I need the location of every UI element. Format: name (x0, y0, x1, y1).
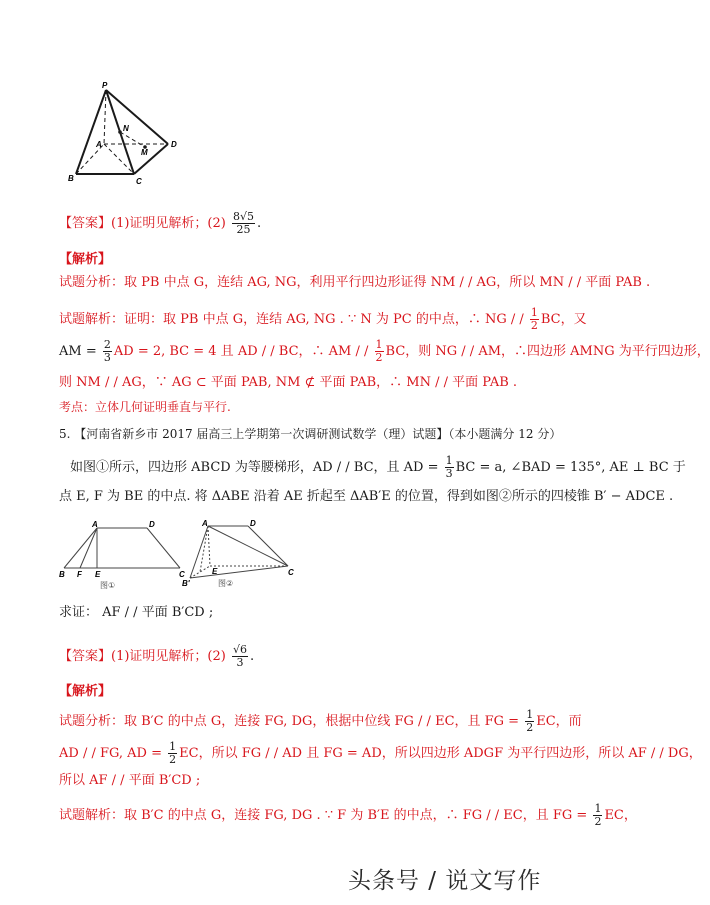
answer-2-numerator: √6 (232, 643, 247, 656)
answer-1-numerator: 8√5 (232, 210, 254, 223)
analysis-2-line-4-a: 试题解析：取 B′C 的中点 G，连接 FG, DG . ∵ F 为 B′E 的中点，∴ FG / / EC，且 FG = (59, 808, 588, 823)
proof-1-line-2-a: AM = (59, 344, 97, 359)
problem-5-prove: 求证： AF / / 平面 B′CD ; (59, 605, 214, 620)
proof-1-line-2-fraction-1 (103, 339, 112, 364)
fig1-label-B: B (59, 570, 65, 579)
problem-5-line-1-b: BC = a, ∠BAD = 135°, AE ⊥ BC 于 (455, 460, 686, 475)
analysis-2-line-1-fraction (525, 709, 534, 734)
fig1-label-A: A (92, 520, 98, 529)
proof-1-line-1-b: BC，又 (540, 312, 587, 327)
answer-1-prefix: 【答案】(1)证明见解析；(2) (59, 216, 226, 231)
frac-num: 1 (375, 338, 383, 351)
proof-1-line-2-c: BC，则 NG / / AM，∴四边形 AMNG 为平行四边形， (385, 344, 710, 359)
frac-num: 2 (103, 338, 111, 351)
label-M: M (141, 148, 148, 157)
label-N: N (123, 124, 129, 133)
frac-den: 2 (530, 319, 538, 332)
analysis-2-line-2-b: EC，所以 FG / / AD 且 FG = AD，所以四边形 ADGF 为平行四边形，所以 AF / / DG， (179, 746, 702, 761)
fig2-label-C: C (288, 568, 294, 577)
fig1-label-E: E (95, 570, 101, 579)
proof-1-line-1 (59, 307, 587, 332)
analysis-2-line-1-b: EC，而 (536, 714, 582, 729)
fig1-label-C: C (179, 570, 185, 579)
kaodian-1: 考点：立体几何证明垂直与平行. (59, 400, 231, 414)
fig1-caption: 图① (100, 581, 116, 590)
proof-1-line-1-fraction (530, 307, 539, 332)
analysis-2-line-4-b: EC， (604, 808, 637, 823)
fig1-label-F: F (77, 570, 82, 579)
proof-1-line-1-a: 试题解析：证明：取 PB 中点 G，连结 AG, NG . ∵ N 为 PC 的中点，∴ NG / / (59, 312, 524, 327)
label-P: P (102, 81, 108, 90)
pyramid-figure (60, 80, 190, 190)
fig2-label-E: E (212, 567, 218, 576)
answer-1-fraction (232, 211, 255, 236)
trapezoid-figure-1 (58, 520, 186, 590)
answer-2-suffix: . (250, 649, 255, 664)
proof-1-line-2-fraction-2 (375, 339, 384, 364)
label-D: D (171, 140, 177, 149)
analysis-2-line-1-a: 试题分析：取 B′C 的中点 G，连接 FG, DG，根据中位线 FG / / EC，且 FG = (59, 714, 520, 729)
analysis-2-line-2-fraction (168, 741, 177, 766)
analysis-2-line-4 (59, 803, 637, 828)
answer-1 (59, 211, 261, 236)
frac-num: 1 (594, 802, 602, 815)
analysis-2-line-1 (59, 709, 582, 734)
problem-5-line-1 (70, 455, 686, 480)
frac-num: 1 (530, 306, 538, 319)
analysis-1-heading: 【解析】 (59, 252, 112, 267)
problem-5-line-2: 点 E, F 为 BE 的中点. 将 ΔABE 沿着 AE 折起至 ΔAB′E 的位置，得到如图②所示的四棱锥 B′ − ADCE . (59, 489, 674, 504)
answer-1-suffix: . (257, 216, 262, 231)
analysis-1-summary: 试题分析：取 PB 中点 G，连结 AG, NG，利用平行四边形证得 NM / / AG，所以 MN / / 平面 PAB . (59, 275, 651, 290)
analysis-2-line-3: 所以 AF / / 平面 B′CD ; (59, 773, 201, 788)
frac-den: 3 (445, 467, 453, 480)
answer-2 (59, 644, 254, 669)
frac-den: 2 (594, 815, 602, 828)
problem-5-header: 5. 【河南省新乡市 2017 届高三上学期第一次调研测试数学（理）试题】（本小题满分 12 分） (59, 427, 562, 441)
problem-5-line-1-fraction (445, 455, 454, 480)
proof-1-line-3: 则 NM / / AG，∵ AG ⊂ 平面 PAB, NM ⊄ 平面 PAB，∴ MN / / 平面 PAB . (59, 375, 518, 390)
proof-1-line-2 (59, 339, 710, 364)
fig1-label-D: D (149, 520, 155, 529)
fig2-label-D: D (250, 519, 256, 528)
answer-2-prefix: 【答案】(1)证明见解析；(2) (59, 649, 226, 664)
frac-den: 2 (169, 753, 177, 766)
frac-den: 3 (103, 351, 111, 364)
frac-num: 1 (169, 740, 177, 753)
problem-5-line-1-a: 如图①所示，四边形 ABCD 为等腰梯形，AD / / BC，且 AD = (70, 460, 439, 475)
frac-den: 2 (375, 351, 383, 364)
answer-1-denominator: 25 (236, 223, 251, 236)
label-A: A (96, 140, 102, 149)
frac-num: 1 (445, 454, 453, 467)
analysis-2-line-4-fraction (593, 803, 602, 828)
watermark: 头条号 / 说文写作 (348, 868, 542, 894)
answer-2-denominator: 3 (236, 656, 244, 669)
label-B: B (68, 174, 74, 183)
answer-2-fraction (232, 644, 248, 669)
fig2-caption: 图② (218, 579, 234, 588)
analysis-2-heading: 【解析】 (59, 684, 112, 699)
proof-1-line-2-b: AD = 2, BC = 4 且 AD / / BC，∴ AM / / (113, 344, 369, 359)
frac-num: 1 (526, 708, 534, 721)
frac-den: 2 (526, 721, 534, 734)
pyramid-figure-2 (178, 520, 298, 592)
fig2-label-B: B' (182, 579, 190, 588)
fig2-label-A: A (202, 519, 208, 528)
analysis-2-line-2-a: AD / / FG, AD = (59, 746, 163, 761)
label-C: C (136, 177, 142, 186)
analysis-2-line-2 (59, 741, 702, 766)
